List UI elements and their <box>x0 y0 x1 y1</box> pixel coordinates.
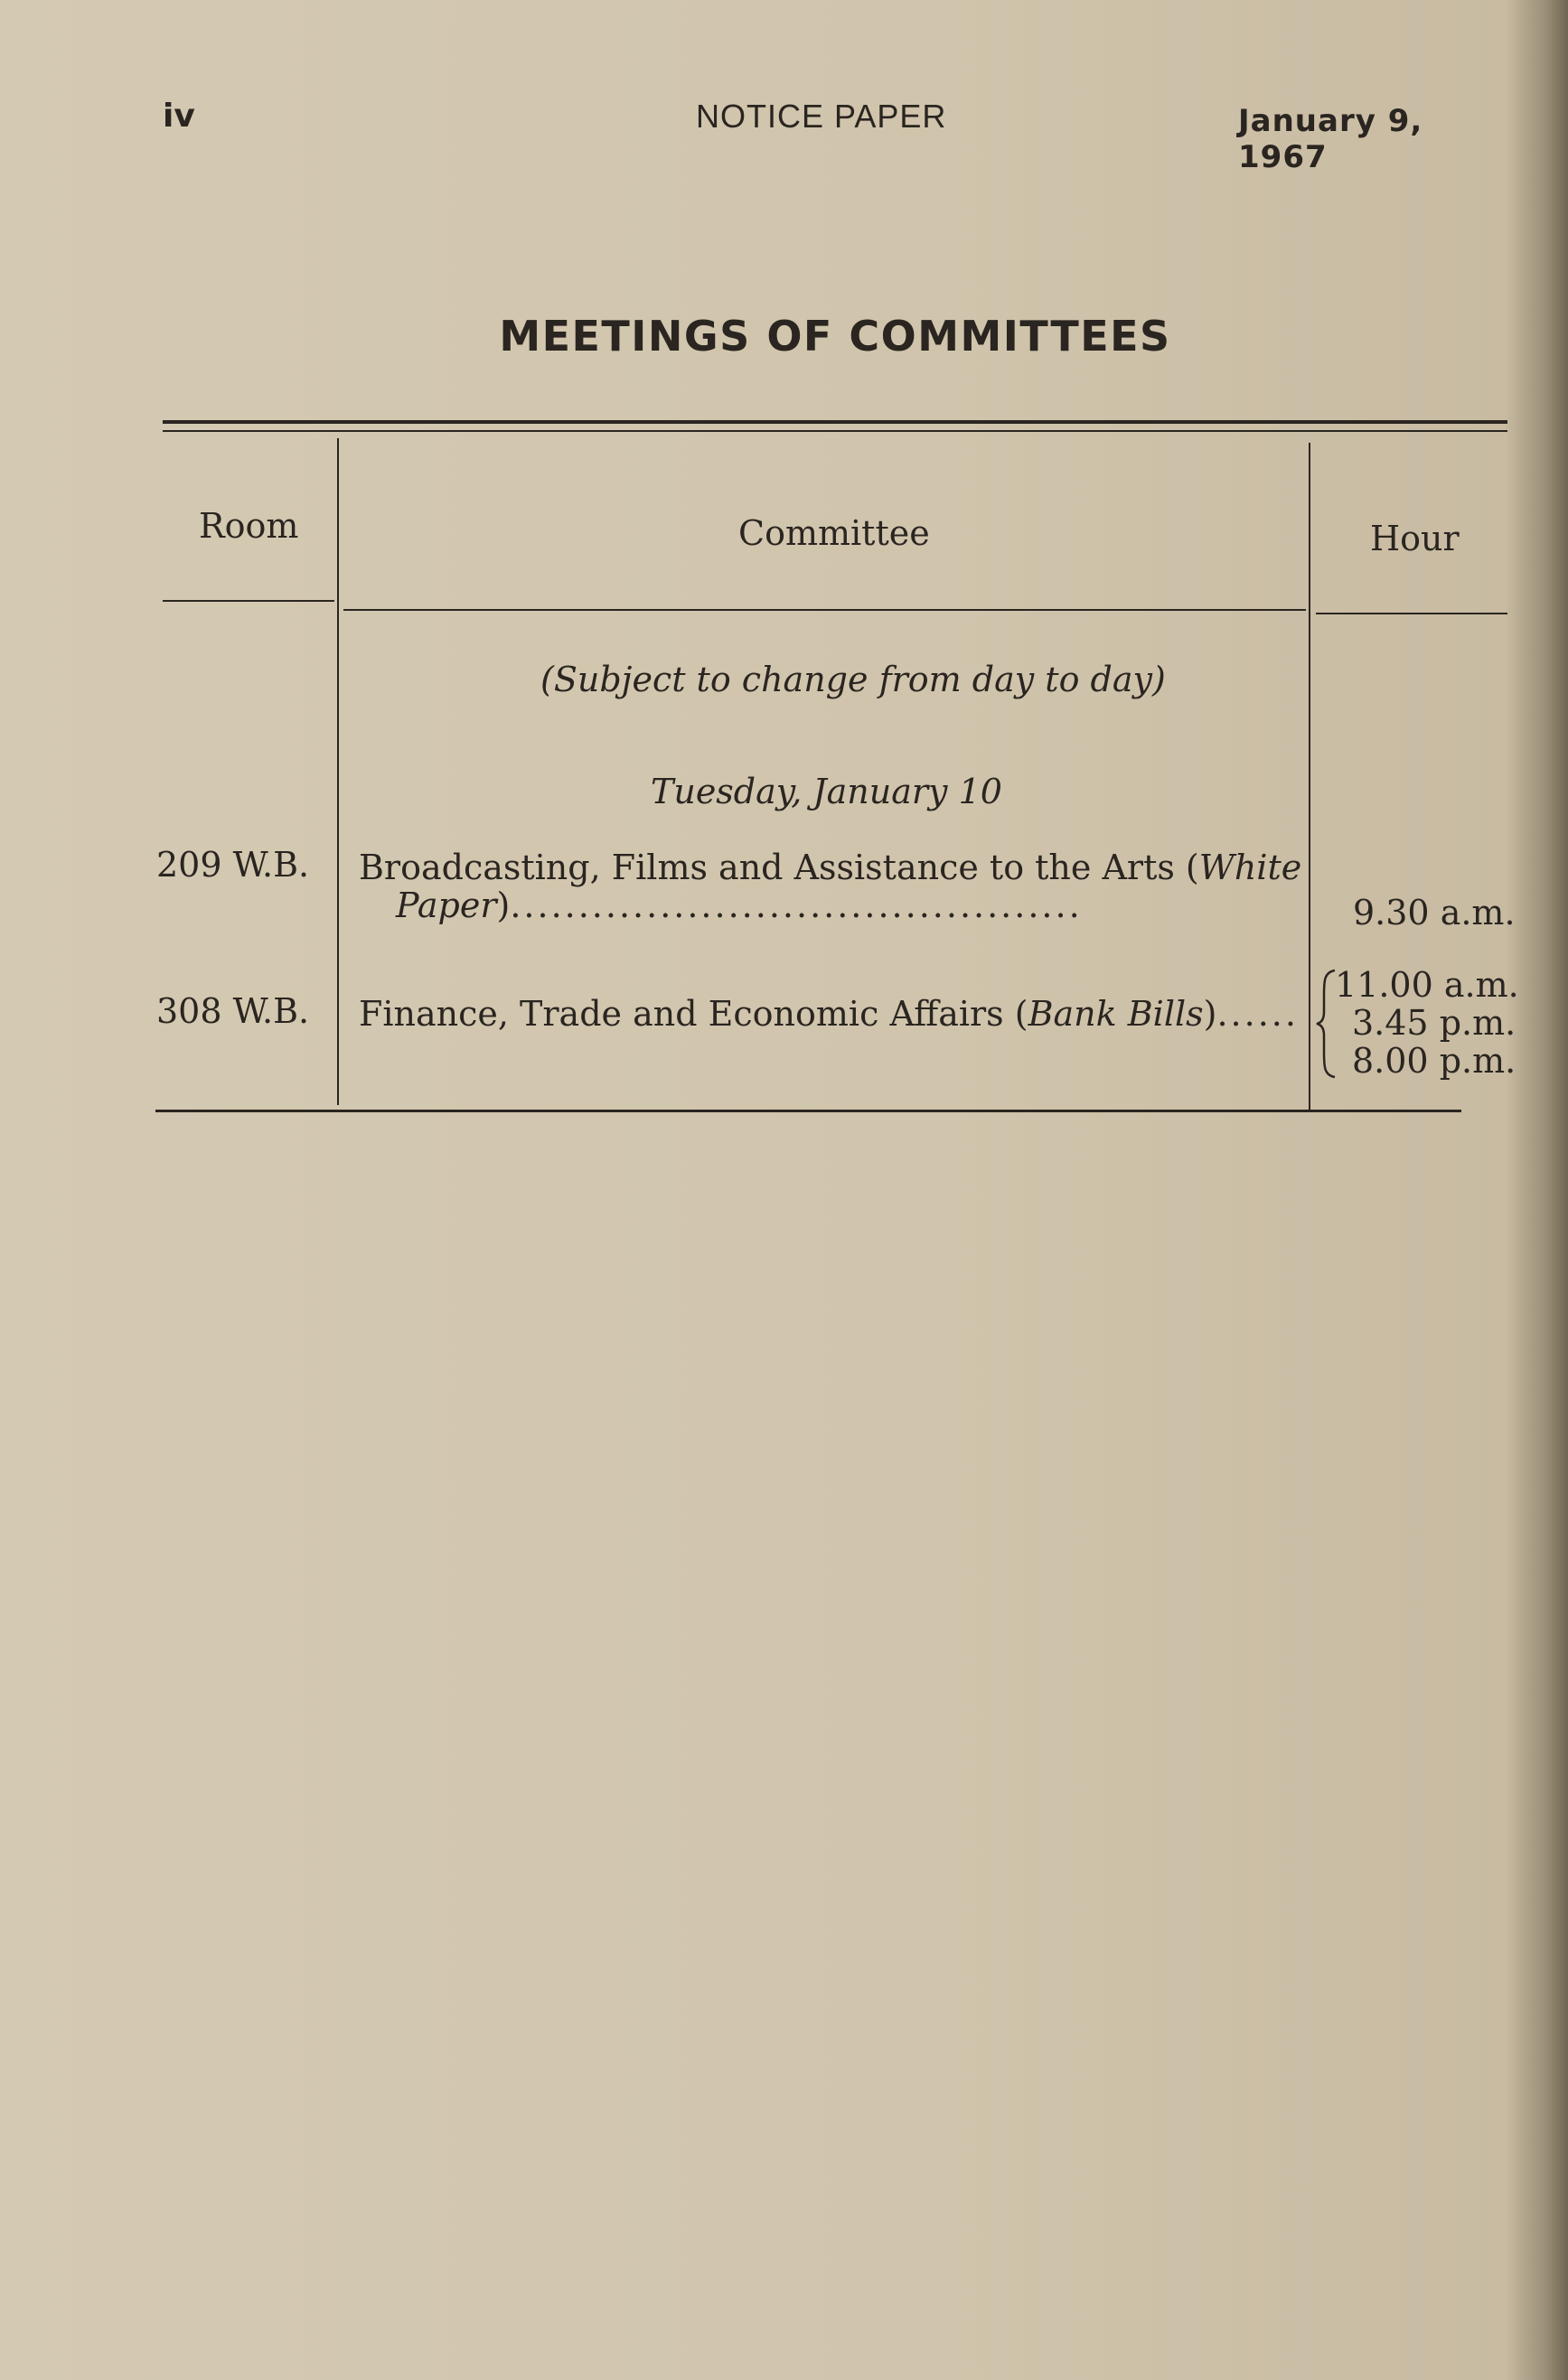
committee-subject: Bank Bills <box>1028 994 1204 1034</box>
page-number: iv <box>163 98 195 135</box>
day-heading: Tuesday, January 10 <box>651 772 1002 811</box>
column-header-room: Room <box>199 506 299 546</box>
document-date: January 9, 1967 <box>1238 103 1423 175</box>
column-header-committee: Committee <box>738 513 930 553</box>
row-committee <box>359 848 1301 887</box>
row-hour: 11.00 a.m. <box>1335 965 1519 1005</box>
schedule-note: (Subject to change from day to day) <box>540 660 1166 699</box>
committee-subject: White <box>1198 848 1302 887</box>
committee-subject-close: ) <box>496 885 511 925</box>
row-hour: 8.00 p.m. <box>1352 1041 1516 1081</box>
committee-subject-continued: Paper <box>396 885 497 925</box>
section-heading: MEETINGS OF COMMITTEES <box>499 312 1171 361</box>
row-committee-continued <box>396 885 1083 925</box>
row-committee <box>359 994 1299 1034</box>
row-hour: 3.45 p.m. <box>1352 1003 1516 1043</box>
header-underline-committee <box>343 609 1306 611</box>
row-room: 209 W.B. <box>156 845 310 885</box>
row-hour: 9.30 a.m. <box>1353 893 1516 932</box>
header-underline-room <box>163 600 334 602</box>
table-top-rule <box>163 420 1507 424</box>
table-bottom-rule <box>155 1110 1461 1112</box>
committee-name: Broadcasting, Films and Assistance to the Arts ( <box>359 848 1199 887</box>
column-divider-right <box>1309 443 1310 1110</box>
row-room: 308 W.B. <box>156 991 310 1031</box>
table-top-rule-thin <box>163 430 1507 432</box>
column-header-hour: Hour <box>1370 519 1460 558</box>
page-header <box>163 98 1518 175</box>
column-divider-left <box>337 438 339 1105</box>
header-underline-hour <box>1316 613 1507 614</box>
document-title: NOTICE PAPER <box>696 98 947 135</box>
dot-leader: ...... <box>1216 994 1299 1034</box>
committee-subject-close: ) <box>1203 994 1217 1034</box>
dot-leader: .......................................... <box>510 885 1083 925</box>
committee-name: Finance, Trade and Economic Affairs ( <box>359 994 1028 1034</box>
